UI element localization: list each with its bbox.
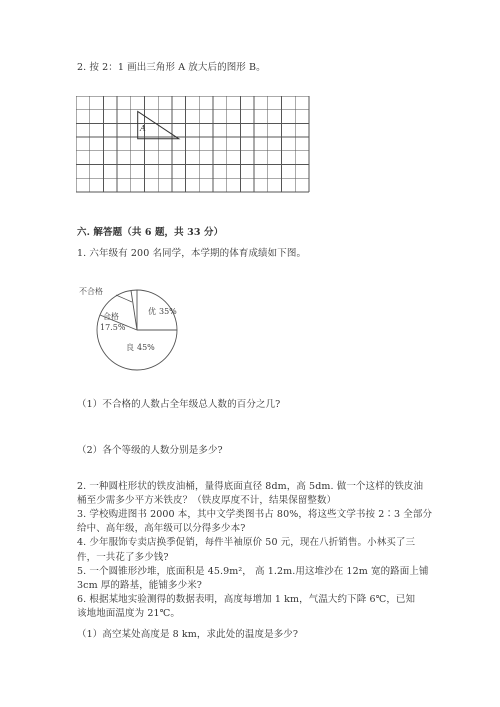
value-excellent: 35% [159,307,177,316]
p3-line1: 3. 学校购进图书 2000 本，其中文学类图书占 80%，将这些文学书按 2∶3 全部分 [77,509,433,520]
label-fail: 不合格 [79,287,103,296]
p3-line2: 给中、高年级，高年级可以分得多少本? [77,523,246,534]
label-excellent: 优 [148,307,156,316]
value-good: 45% [137,343,155,352]
p4-line1: 4. 少年服饰专卖店换季促销，每件半袖原价 50 元，现在八折销售。小林买了三 [77,537,416,548]
p1-sub2: （2）各个等级的人数分别是多少? [77,445,223,456]
value-pass: 17.5% [100,323,126,332]
q2-instruction: 2. 按 2：1 画出三角形 A 放大后的图形 B。 [77,62,266,73]
p2-line1: 2. 一种圆柱形状的铁皮油桶，量得底面直径 8dm，高 5dm. 做一个这样的铁皮油 [77,481,424,492]
section6-heading: 六. 解答题（共 6 题，共 33 分） [77,227,224,238]
label-pass: 合格 [103,312,119,321]
p5-line1: 5. 一个圆锥形沙堆，底面积是 45.9m²， 高 1.2m.用这堆沙在 12m 宽的路面上铺 [77,566,429,577]
p6-sub1: （1）高空某处高度是 8 km，求此处的温度是多少? [77,629,299,640]
p5-line2: 3cm 厚的路基，能铺多少米? [77,580,202,591]
p1-stem: 1. 六年级有 200 名同学，本学期的体育成绩如下图。 [77,248,307,259]
p1-sub1: （1）不合格的人数占全年级总人数的百分之几? [77,399,281,410]
p6-line2: 该地地面温度为 21℃。 [77,608,180,619]
triangle-a-label: A [140,124,146,133]
p6-line1: 6. 根据某地实验测得的数据表明，高度每增加 1 km，气温大约下降 6℃，已知 [77,594,416,605]
label-good: 良 [126,343,134,352]
pie-divider-small [131,291,137,331]
p4-line2: 件，一共花了多少钱? [77,552,169,563]
grade-pie-chart [70,278,210,388]
square-grid [76,96,316,196]
p2-line2: 桶至少需多少平方米铁皮？（铁皮厚度不计，结果保留整数） [77,495,337,506]
fail-leader-line [116,295,132,302]
